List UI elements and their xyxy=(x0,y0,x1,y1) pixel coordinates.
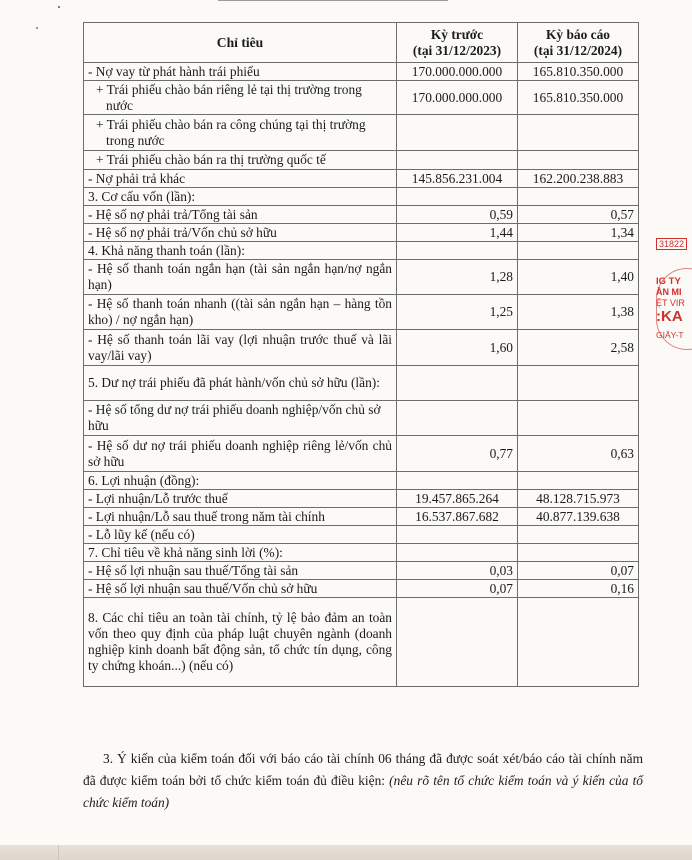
row-label: - Hệ số lợi nhuận sau thuế/Tổng tài sản xyxy=(84,562,397,580)
header-report-title: Kỳ báo cáo xyxy=(546,26,610,42)
row-label: - Hệ số lợi nhuận sau thuế/Vốn chủ sở hữu xyxy=(84,580,397,598)
auditor-opinion-paragraph xyxy=(83,748,643,814)
seal-text: GIÂY-T xyxy=(656,330,684,340)
row-label: - Hệ số dư nợ trái phiếu doanh nghiệp riêng lẻ/vốn chủ sở hữu xyxy=(84,436,397,472)
row-report-value: 48.128.715.973 xyxy=(518,490,639,508)
row-previous-value xyxy=(397,401,518,436)
row-report-value: 165.810.350.000 xyxy=(518,63,639,81)
section-heading: 3. Cơ cấu vốn (lần): xyxy=(84,188,397,206)
row-previous-value: 0,77 xyxy=(397,436,518,472)
row-report-value: 162.200.238.883 xyxy=(518,170,639,188)
row-label: + Trái phiếu chào bán ra thị trường quốc tế xyxy=(84,151,397,170)
speck xyxy=(36,27,38,29)
table-header-row xyxy=(84,23,639,63)
row-label: - Hệ số nợ phải trả/Vốn chủ sở hữu xyxy=(84,224,397,242)
row-previous-value xyxy=(397,472,518,490)
seal-code: 31822 xyxy=(656,238,687,250)
table-row xyxy=(84,436,639,472)
bottom-edge-strip xyxy=(0,845,692,860)
row-label: - Hệ số tổng dư nợ trái phiếu doanh nghiệp/vốn chủ sở hữu xyxy=(84,401,397,436)
table-row xyxy=(84,63,639,81)
row-previous-value: 145.856.231.004 xyxy=(397,170,518,188)
financial-indicators-table xyxy=(83,22,639,687)
auditor-opinion-note: (nêu rõ tên tổ chức kiểm toán và ý kiến của tổ chức kiểm toán) xyxy=(83,773,643,810)
header-indicator: Chỉ tiêu xyxy=(84,23,397,63)
row-previous-value: 16.537.867.682 xyxy=(397,508,518,526)
row-report-value xyxy=(518,472,639,490)
row-label: - Lợi nhuận/Lỗ trước thuế xyxy=(84,490,397,508)
row-previous-value xyxy=(397,544,518,562)
section-heading: 5. Dư nợ trái phiếu đã phát hành/vốn chủ sở hữu (lần): xyxy=(84,366,397,401)
table-row xyxy=(84,206,639,224)
row-previous-value xyxy=(397,242,518,260)
company-seal-stamp xyxy=(652,238,692,378)
row-report-value: 2,58 xyxy=(518,330,639,366)
row-report-value xyxy=(518,115,639,151)
row-report-value: 0,63 xyxy=(518,436,639,472)
section-row xyxy=(84,598,639,687)
table-row xyxy=(84,508,639,526)
table-row xyxy=(84,562,639,580)
row-report-value: 1,34 xyxy=(518,224,639,242)
header-report-date: (tại 31/12/2024) xyxy=(533,42,623,58)
table-row xyxy=(84,526,639,544)
table-row xyxy=(84,580,639,598)
row-previous-value xyxy=(397,115,518,151)
row-label: - Nợ vay từ phát hành trái phiếu xyxy=(84,63,397,81)
row-report-value: 0,16 xyxy=(518,580,639,598)
table-row xyxy=(84,151,639,170)
section-heading: 6. Lợi nhuận (đồng): xyxy=(84,472,397,490)
row-label: - Hệ số nợ phải trả/Tổng tài sản xyxy=(84,206,397,224)
row-previous-value: 0,07 xyxy=(397,580,518,598)
row-report-value xyxy=(518,401,639,436)
row-previous-value xyxy=(397,151,518,170)
table-row xyxy=(84,490,639,508)
top-divider xyxy=(218,0,448,1)
header-previous-title: Kỳ trước xyxy=(430,26,484,42)
section-row xyxy=(84,544,639,562)
row-report-value xyxy=(518,242,639,260)
row-report-value: 1,40 xyxy=(518,260,639,295)
section-row xyxy=(84,188,639,206)
row-previous-value: 1,44 xyxy=(397,224,518,242)
row-label: - Lỗ lũy kế (nếu có) xyxy=(84,526,397,544)
table-row xyxy=(84,115,639,151)
table-row xyxy=(84,401,639,436)
row-label: + Trái phiếu chào bán ra công chúng tại thị trường trong nước xyxy=(84,115,397,151)
row-previous-value: 1,60 xyxy=(397,330,518,366)
table-row xyxy=(84,260,639,295)
row-label: - Hệ số thanh toán nhanh ((tài sản ngắn hạn – hàng tồn kho) / nợ ngắn hạn) xyxy=(84,295,397,330)
row-report-value: 1,38 xyxy=(518,295,639,330)
seal-text: :KA xyxy=(656,308,683,325)
header-previous-date: (tại 31/12/2023) xyxy=(412,42,502,58)
seal-text: IG TY xyxy=(656,276,681,287)
row-previous-value xyxy=(397,598,518,687)
speck xyxy=(58,6,60,8)
seal-text: ỆT VIR xyxy=(656,298,685,308)
section-row xyxy=(84,366,639,401)
row-report-value: 40.877.139.638 xyxy=(518,508,639,526)
row-previous-value: 0,59 xyxy=(397,206,518,224)
row-report-value: 0,57 xyxy=(518,206,639,224)
row-report-value xyxy=(518,544,639,562)
row-previous-value: 1,25 xyxy=(397,295,518,330)
table-row xyxy=(84,81,639,115)
row-previous-value xyxy=(397,526,518,544)
section-row xyxy=(84,472,639,490)
row-report-value xyxy=(518,151,639,170)
table-row xyxy=(84,295,639,330)
row-previous-value xyxy=(397,188,518,206)
row-label: - Hệ số thanh toán ngắn hạn (tài sản ngắn hạn/nợ ngắn hạn) xyxy=(84,260,397,295)
row-report-value xyxy=(518,526,639,544)
section-heading: 4. Khả năng thanh toán (lần): xyxy=(84,242,397,260)
strip-seam xyxy=(58,845,59,860)
row-report-value xyxy=(518,366,639,401)
row-label: - Nợ phải trả khác xyxy=(84,170,397,188)
row-previous-value: 170.000.000.000 xyxy=(397,81,518,115)
row-previous-value: 0,03 xyxy=(397,562,518,580)
row-label: - Hệ số thanh toán lãi vay (lợi nhuận trước thuế và lãi vay/lãi vay) xyxy=(84,330,397,366)
row-previous-value xyxy=(397,366,518,401)
section-heading: 7. Chỉ tiêu về khả năng sinh lời (%): xyxy=(84,544,397,562)
section-row xyxy=(84,242,639,260)
header-previous-period xyxy=(397,23,518,63)
row-report-value xyxy=(518,598,639,687)
table-row xyxy=(84,330,639,366)
table-row xyxy=(84,224,639,242)
table-row xyxy=(84,170,639,188)
auditor-opinion-text: 3. Ý kiến của kiểm toán đối với báo cáo tài chính 06 tháng đã được soát xét/báo cáo tài chính năm đã được kiểm toán bởi tổ chức kiểm toán đủ điều kiện: xyxy=(83,751,643,788)
row-previous-value: 19.457.865.264 xyxy=(397,490,518,508)
row-report-value: 165.810.350.000 xyxy=(518,81,639,115)
header-report-period xyxy=(518,23,639,63)
row-previous-value: 170.000.000.000 xyxy=(397,63,518,81)
row-label: - Lợi nhuận/Lỗ sau thuế trong năm tài chính xyxy=(84,508,397,526)
row-report-value xyxy=(518,188,639,206)
row-report-value: 0,07 xyxy=(518,562,639,580)
row-label: + Trái phiếu chào bán riêng lẻ tại thị trường trong nước xyxy=(84,81,397,115)
section-heading: 8. Các chỉ tiêu an toàn tài chính, tỷ lệ bảo đảm an toàn vốn theo quy định của pháp luật chuyên ngành (doanh nghiệp kinh doanh bất động sản, tổ chức tín dụng, công ty chứng khoán...) (nếu có) xyxy=(84,598,397,687)
seal-text: ẦN MI xyxy=(656,287,682,297)
row-previous-value: 1,28 xyxy=(397,260,518,295)
